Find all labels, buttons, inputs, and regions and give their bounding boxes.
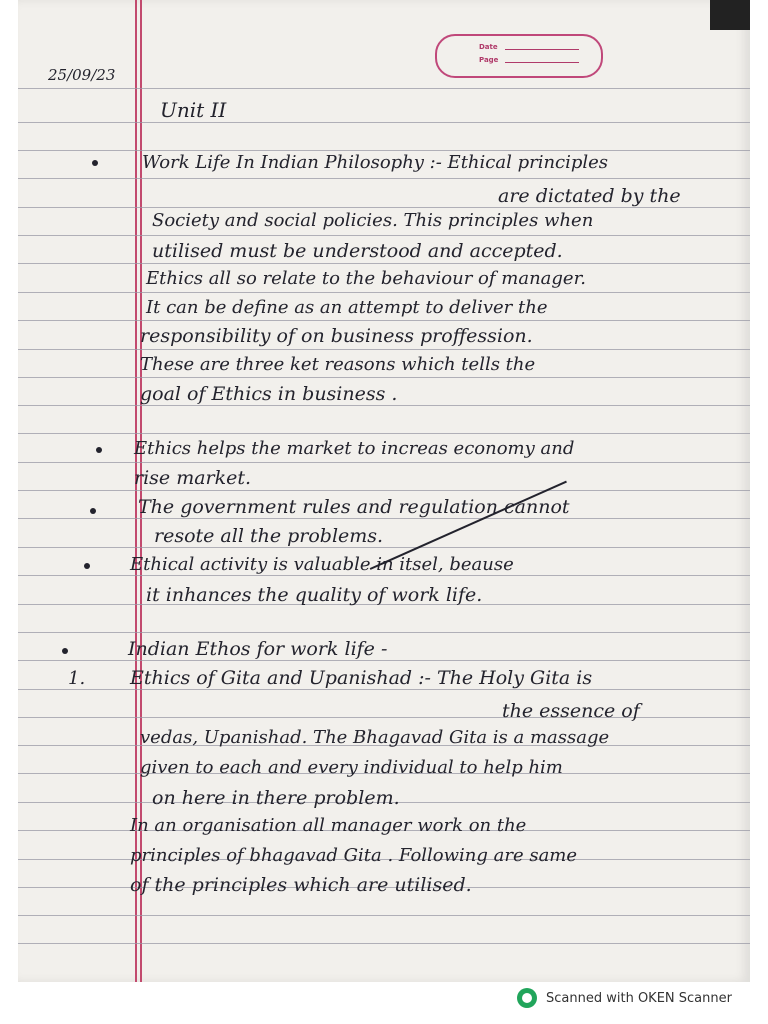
text-line: Ethics helps the market to increas economy and [134, 438, 575, 459]
ruled-line [18, 433, 750, 434]
text-line: principles of bhagavad Gita . Following are same [130, 845, 578, 866]
unit-heading: Unit II [160, 98, 227, 122]
note-date: 25/09/23 [48, 66, 116, 84]
ruled-line [18, 518, 750, 519]
text-line: the essence of [502, 700, 640, 722]
ruled-line [18, 263, 750, 264]
ruled-line [18, 490, 750, 491]
ruled-line [18, 717, 750, 718]
ruled-line [18, 943, 750, 944]
text-line: it inhances the quality of work life. [146, 584, 483, 606]
ruled-line [18, 632, 750, 633]
text-line: goal of Ethics in business . [140, 383, 398, 405]
scanner-watermark-text: Scanned with OKEN Scanner [546, 990, 732, 1006]
ruled-line [18, 122, 750, 123]
text-line: The government rules and regulation cannot [138, 496, 570, 518]
date-page-stamp [435, 34, 603, 78]
text-line: rise market. [134, 467, 252, 489]
stamp-date-label: Date [479, 43, 498, 51]
page-corner-shadow [710, 0, 750, 30]
text-line: on here in there problem. [152, 787, 400, 809]
notebook-page [18, 0, 750, 982]
oken-scanner-logo-icon [517, 988, 537, 1008]
section-heading: Indian Ethos for work life - [128, 638, 388, 660]
ruled-line [18, 178, 750, 179]
ruled-line [18, 349, 750, 350]
stamp-page-line [505, 62, 579, 63]
text-line: of the principles which are utilised. [130, 874, 472, 896]
ruled-line [18, 405, 750, 406]
stamp-page-label: Page [479, 56, 499, 64]
text-line: responsibility of on business proffession. [140, 325, 533, 347]
bullet-point [92, 160, 98, 166]
text-line: Society and social policies. This principles when [152, 210, 594, 231]
text-line: vedas, Upanishad. The Bhagavad Gita is a massage [140, 727, 610, 748]
text-line: In an organisation all manager work on the [130, 815, 527, 836]
ruled-line [18, 689, 750, 690]
bullet-point [62, 648, 68, 654]
text-line: It can be define as an attempt to deliver the [146, 297, 548, 318]
ruled-line [18, 207, 750, 208]
ruled-line [18, 150, 750, 151]
text-line: Work Life In Indian Philosophy :- Ethical principles [142, 152, 609, 173]
text-line: Ethics of Gita and Upanishad :- The Holy Gita is [130, 667, 593, 689]
ruled-line [18, 377, 750, 378]
ruled-line [18, 88, 750, 89]
scanner-watermark [517, 988, 732, 1008]
stamp-date-line [505, 49, 579, 50]
list-number: 1. [68, 668, 86, 689]
ruled-line [18, 320, 750, 321]
ruled-line [18, 462, 750, 463]
text-line: These are three ket reasons which tells the [140, 354, 536, 375]
bullet-point [96, 447, 102, 453]
ruled-line [18, 292, 750, 293]
ruled-line [18, 575, 750, 576]
ruled-line [18, 915, 750, 916]
ruled-line [18, 547, 750, 548]
text-line: utilised must be understood and accepted. [152, 240, 563, 262]
bullet-point [84, 563, 90, 569]
text-line: given to each and every individual to help him [140, 757, 563, 778]
text-line: resote all the problems. [154, 525, 384, 547]
text-line: Ethical activity is valuable in itsel, beause [130, 554, 514, 575]
ruled-line [18, 235, 750, 236]
text-line: Ethics all so relate to the behaviour of manager. [146, 268, 586, 289]
ruled-line [18, 660, 750, 661]
bullet-point [90, 508, 96, 514]
text-line: are dictated by the [498, 185, 681, 207]
